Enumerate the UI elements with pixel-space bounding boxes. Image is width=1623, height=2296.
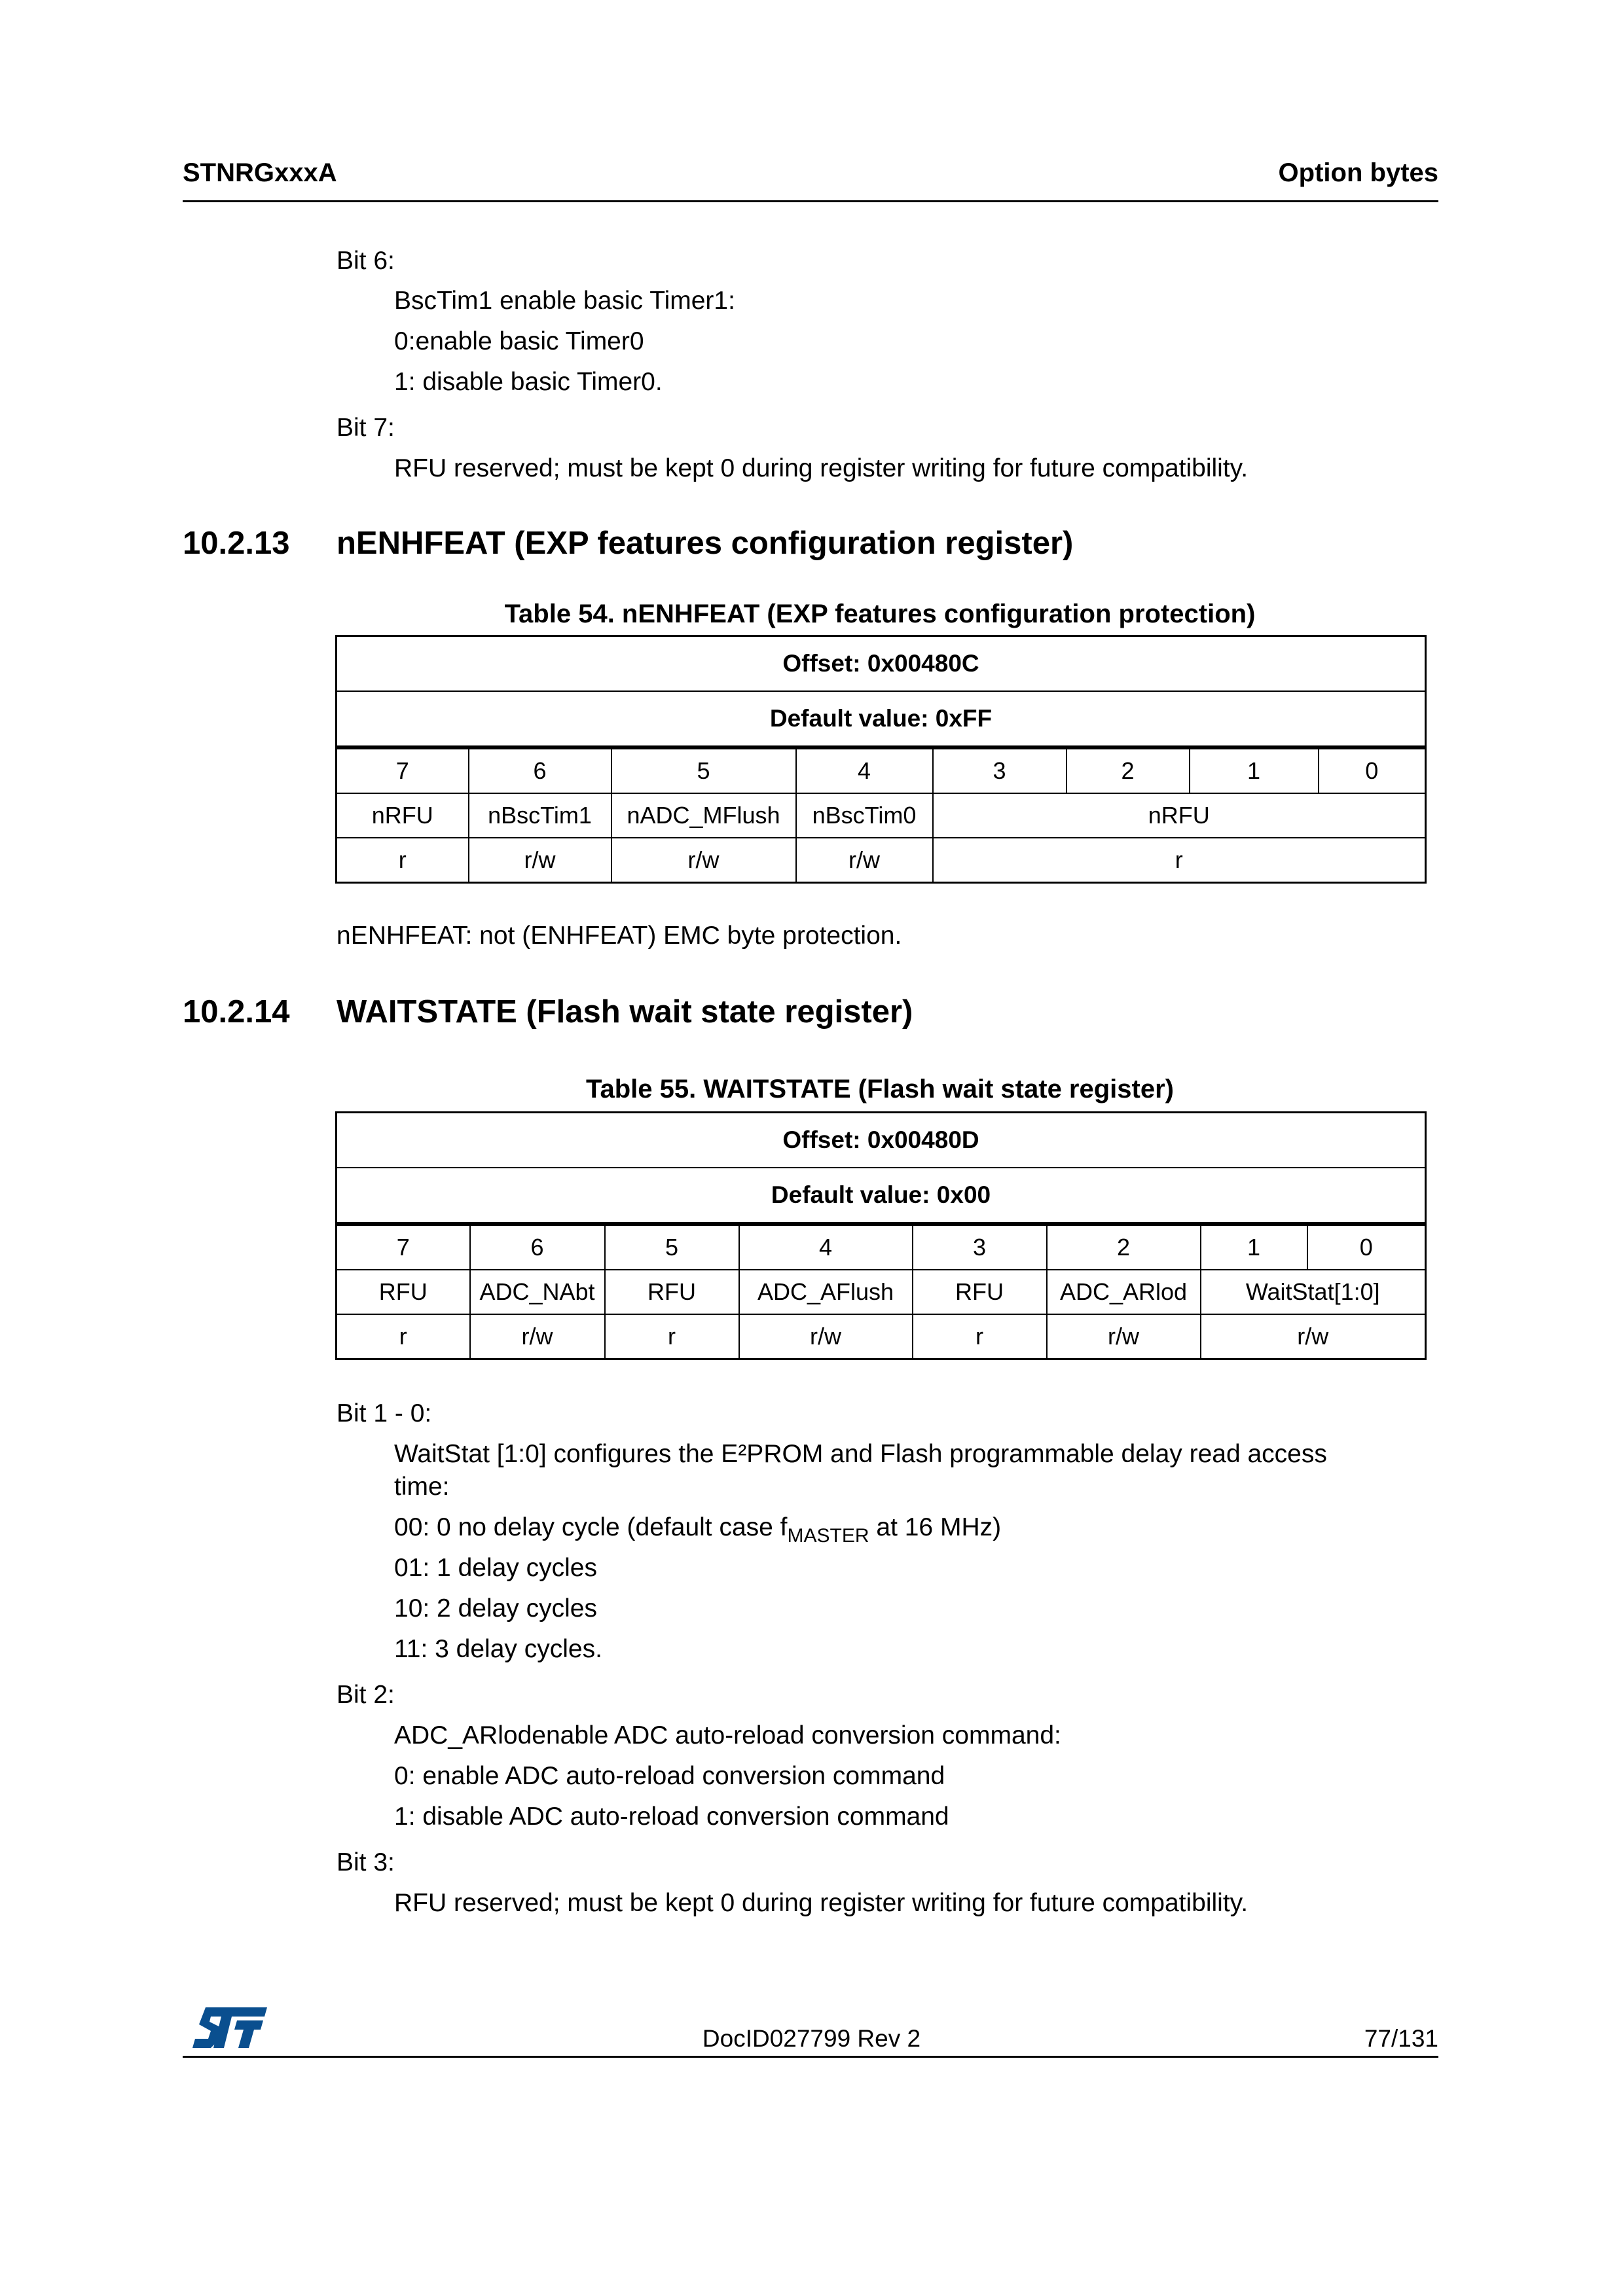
bit6-label: Bit 6: [337,247,395,275]
bit-number: 0 [1319,747,1426,793]
field-name: nRFU [337,793,469,838]
field-access: r/w [611,838,796,883]
table-caption: Table 54. nENHFEAT (EXP features configuration protection) [504,600,1256,628]
bit1-0-desc-line2: time: [394,1473,450,1501]
bit6-desc: BscTim1 enable basic Timer1: [394,287,735,315]
bit1-0-label: Bit 1 - 0: [337,1399,432,1427]
bit-number: 5 [605,1224,739,1270]
bit-number: 0 [1307,1224,1426,1270]
header-doc-name: STNRGxxxA [183,158,337,187]
field-access: r [913,1314,1047,1359]
footer-page-number: 77/131 [1364,2025,1438,2052]
field-name: nRFU [933,793,1426,838]
bit-number: 1 [1190,747,1319,793]
field-name: nADC_MFlush [611,793,796,838]
header-section-name: Option bytes [1278,158,1438,187]
bit-number: 3 [933,747,1067,793]
field-access: r [337,1314,470,1359]
nenhfeat-note: nENHFEAT: not (ENHFEAT) EMC byte protection. [337,922,902,950]
register-table-nenhfeat [335,635,1427,884]
field-access: r [605,1314,739,1359]
bit6-opt1: 1: disable basic Timer0. [394,368,663,396]
bit7-desc: RFU reserved; must be kept 0 during register writing for future compatibility. [394,454,1249,482]
table-default-value: Default value: 0x00 [337,1168,1426,1224]
field-name: ADC_NAbt [470,1270,605,1314]
bit-number: 3 [913,1224,1047,1270]
bit2-opt0: 0: enable ADC auto-reload conversion command [394,1762,945,1790]
field-access: r/w [1047,1314,1201,1359]
field-name: RFU [913,1270,1047,1314]
section-title: nENHFEAT (EXP features configuration register) [337,526,1074,561]
field-access: r/w [796,838,933,883]
bit-number: 2 [1067,747,1190,793]
table-default-value: Default value: 0xFF [337,691,1426,747]
bit-number: 7 [337,747,469,793]
field-name: WaitStat[1:0] [1201,1270,1426,1314]
section-title: WAITSTATE (Flash wait state register) [337,994,913,1030]
bit-number: 4 [796,747,933,793]
bit-number: 6 [470,1224,605,1270]
bit1-0-option-00 [394,1512,1002,1547]
field-access: r/w [739,1314,913,1359]
table-offset: Offset: 0x00480C [337,636,1426,692]
bit-number: 1 [1201,1224,1307,1270]
field-access: r [337,838,469,883]
field-access: r/w [469,838,611,883]
field-name: RFU [337,1270,470,1314]
field-name: RFU [605,1270,739,1314]
bit3-label: Bit 3: [337,1848,395,1876]
section-number: 10.2.13 [183,526,290,561]
bit1-0-option-11: 11: 3 delay cycles. [394,1635,602,1663]
field-name: ADC_AFlush [739,1270,913,1314]
field-name: ADC_ARlod [1047,1270,1201,1314]
field-name: nBscTim0 [796,793,933,838]
bit-number: 4 [739,1224,913,1270]
field-access: r/w [470,1314,605,1359]
footer-rule [183,2056,1438,2058]
bit-number: 5 [611,747,796,793]
bit2-opt1: 1: disable ADC auto-reload conversion command [394,1803,949,1831]
bit1-0-option-10: 10: 2 delay cycles [394,1594,598,1623]
bit1-0-desc-line1: WaitStat [1:0] configures the E²PROM and Flash programmable delay read access [394,1440,1327,1468]
option-00-text: 00: 0 no delay cycle (default case f [394,1513,788,1541]
option-00-suffix: at 16 MHz) [869,1513,1002,1541]
bit7-label: Bit 7: [337,414,395,442]
bit-number: 7 [337,1224,470,1270]
bit-number: 2 [1047,1224,1201,1270]
fmaster-subscript: MASTER [787,1525,869,1547]
header-rule [183,200,1438,202]
field-access: r [933,838,1426,883]
bit2-label: Bit 2: [337,1681,395,1709]
field-name: nBscTim1 [469,793,611,838]
footer-doc-id: DocID027799 Rev 2 [702,2025,921,2052]
table-caption: Table 55. WAITSTATE (Flash wait state register) [586,1075,1174,1103]
bit3-desc: RFU reserved; must be kept 0 during register writing for future compatibility. [394,1889,1249,1917]
field-access: r/w [1201,1314,1426,1359]
bit1-0-option-01: 01: 1 delay cycles [394,1554,598,1582]
bit2-desc: ADC_ARlodenable ADC auto-reload conversion command: [394,1721,1061,1749]
register-table-waitstate [335,1111,1427,1360]
table-offset: Offset: 0x00480D [337,1113,1426,1168]
section-number: 10.2.14 [183,994,290,1030]
bit6-opt0: 0:enable basic Timer0 [394,327,644,355]
bit-number: 6 [469,747,611,793]
